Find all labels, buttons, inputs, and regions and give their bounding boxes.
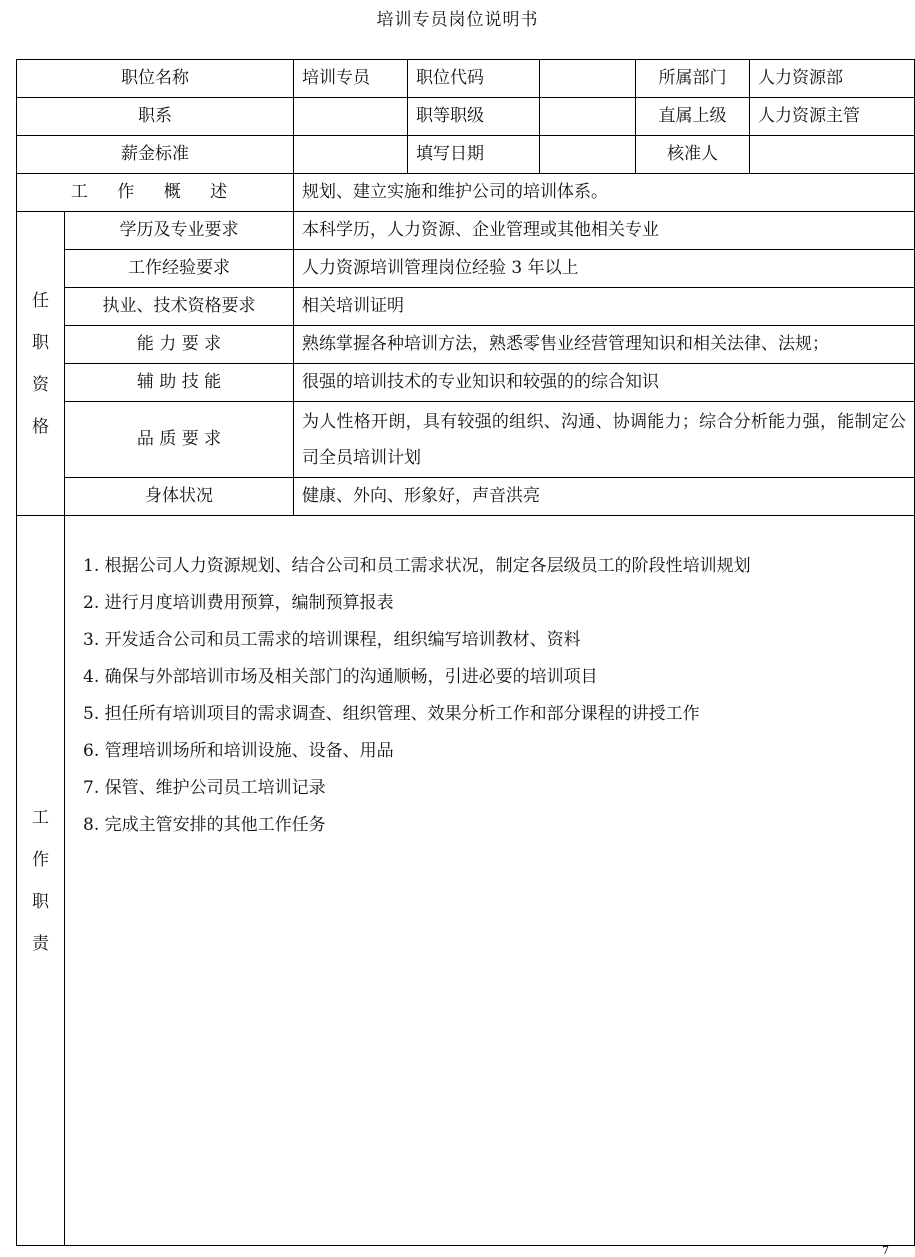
qualification-row — [17, 402, 915, 478]
duties-row — [17, 516, 915, 1246]
job-grade-value — [540, 98, 636, 136]
duty-item: 5. 担任所有培训项目的需求调查、组织管理、效果分析工作和部分课程的讲授工作 — [83, 704, 700, 724]
education-label: 学历及专业要求 — [65, 212, 294, 250]
header-row-1 — [17, 60, 915, 98]
header-row-2 — [17, 98, 915, 136]
certification-label: 执业、技术资格要求 — [65, 288, 294, 326]
auxiliary-skills-label: 辅 助 技 能 — [65, 364, 294, 402]
supervisor-value: 人力资源主管 — [750, 98, 915, 136]
qualification-row — [17, 364, 915, 402]
duty-item: 1. 根据公司人力资源规划、结合公司和员工需求状况，制定各层级员工的阶段性培训规划 — [83, 556, 751, 576]
job-family-label: 职系 — [17, 98, 294, 136]
duty-item: 8. 完成主管安排的其他工作任务 — [83, 815, 326, 835]
header-row-3 — [17, 136, 915, 174]
physical-label: 身体状况 — [65, 478, 294, 516]
overview-row — [17, 174, 915, 212]
quality-value: 为人性格开朗，具有较强的组织、沟通、协调能力；综合分析能力强，能制定公司全员培训计划 — [294, 402, 915, 478]
position-code-value — [540, 60, 636, 98]
physical-value: 健康、外向、形象好，声音洪亮 — [294, 478, 915, 516]
duty-item: 7. 保管、维护公司员工培训记录 — [83, 778, 326, 798]
supervisor-label: 直属上级 — [636, 98, 750, 136]
position-name-label: 职位名称 — [17, 60, 294, 98]
document-title: 培训专员岗位说明书 — [376, 10, 539, 30]
qualification-row — [17, 478, 915, 516]
duty-item: 2. 进行月度培训费用预算，编制预算报表 — [83, 593, 394, 613]
overview-value: 规划、建立实施和维护公司的培训体系。 — [294, 174, 915, 212]
education-value: 本科学历，人力资源、企业管理或其他相关专业 — [294, 212, 915, 250]
duties-list — [65, 516, 915, 1246]
job-description-table — [16, 59, 915, 1246]
duty-item: 4. 确保与外部培训市场及相关部门的沟通顺畅，引进必要的培训项目 — [83, 667, 598, 687]
experience-label: 工作经验要求 — [65, 250, 294, 288]
qualification-section-label: 任 职 资 格 — [17, 212, 65, 516]
qualification-row — [17, 250, 915, 288]
approver-label: 核准人 — [636, 136, 750, 174]
overview-label: 工 作 概 述 — [17, 174, 294, 212]
fill-date-value — [540, 136, 636, 174]
department-value: 人力资源部 — [750, 60, 915, 98]
qualification-row — [17, 212, 915, 250]
duties-section-label: 工 作 职 责 — [17, 516, 65, 1246]
fill-date-label: 填写日期 — [408, 136, 540, 174]
quality-label: 品 质 要 求 — [65, 402, 294, 478]
ability-label: 能 力 要 求 — [65, 326, 294, 364]
department-label: 所属部门 — [636, 60, 750, 98]
qualification-row — [17, 288, 915, 326]
job-family-value — [294, 98, 408, 136]
position-name-value: 培训专员 — [294, 60, 408, 98]
duty-item: 6. 管理培训场所和培训设施、设备、用品 — [83, 741, 394, 761]
salary-value — [294, 136, 408, 174]
job-grade-label: 职等职级 — [408, 98, 540, 136]
auxiliary-skills-value: 很强的培训技术的专业知识和较强的的综合知识 — [294, 364, 915, 402]
ability-value: 熟练掌握各种培训方法，熟悉零售业经营管理知识和相关法律、法规； — [294, 326, 915, 364]
experience-value: 人力资源培训管理岗位经验 3 年以上 — [294, 250, 915, 288]
position-code-label: 职位代码 — [408, 60, 540, 98]
certification-value: 相关培训证明 — [294, 288, 915, 326]
salary-label: 薪金标准 — [17, 136, 294, 174]
qualification-row — [17, 326, 915, 364]
page-number: 7 — [882, 1244, 889, 1257]
approver-value — [750, 136, 915, 174]
duty-item: 3. 开发适合公司和员工需求的培训课程，组织编写培训教材、资料 — [83, 630, 581, 650]
